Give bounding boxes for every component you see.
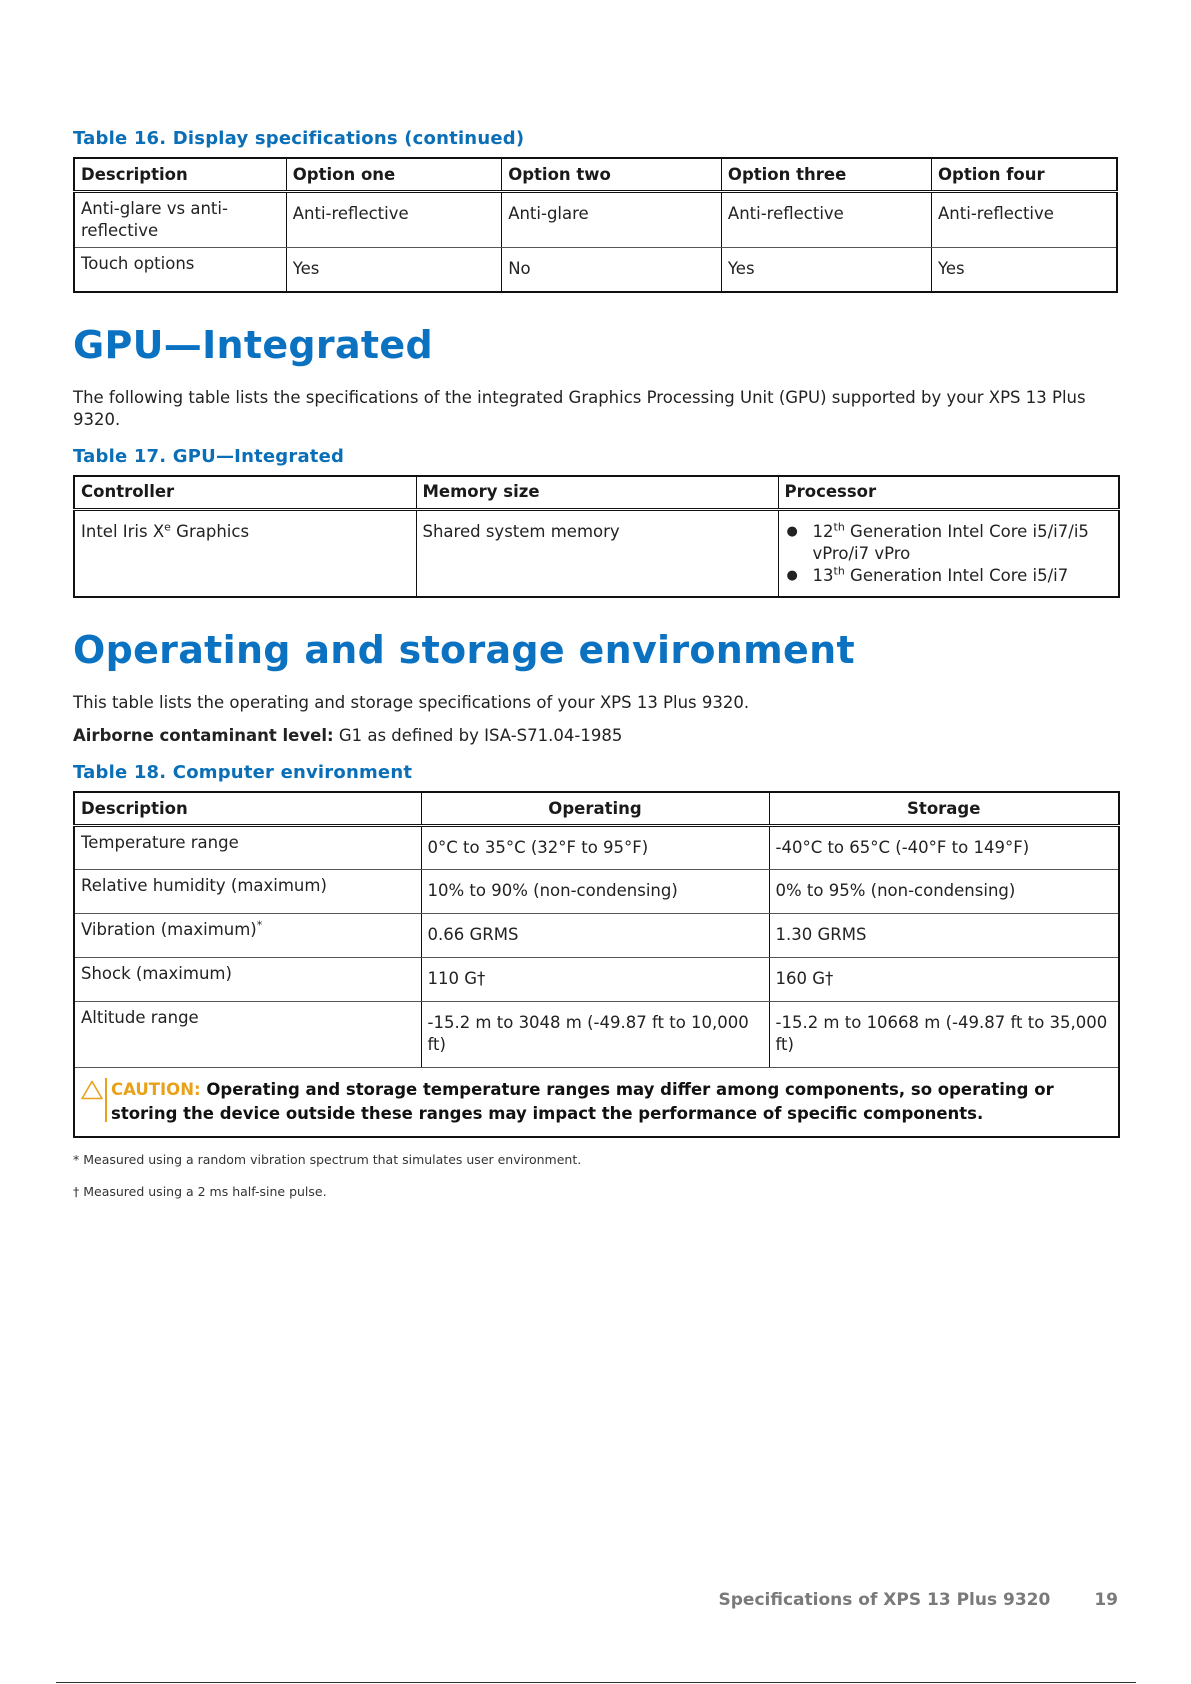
- table-header-row: [74, 792, 1119, 826]
- cell-text: Anti-reflective: [938, 204, 1054, 223]
- table-header: Storage: [769, 792, 1119, 826]
- cell-text: Vibration (maximum): [81, 920, 257, 939]
- table-cell: [421, 826, 769, 870]
- table-row: [74, 509, 1119, 597]
- cell-text: 1.30 GRMS: [775, 925, 867, 944]
- controller-superscript: e: [164, 520, 171, 533]
- table-header: Option four: [932, 158, 1117, 192]
- cell-text: Yes: [727, 259, 755, 278]
- table-cell: Touch options: [74, 248, 286, 292]
- table-cell: Shared system memory: [416, 509, 778, 597]
- table-cell: [421, 870, 769, 914]
- cell-text: Yes: [292, 259, 320, 278]
- page-footer: [73, 1590, 1118, 1610]
- display-spec-table: [73, 157, 1118, 293]
- caution-message: Operating and storage temperature ranges may differ among components, so operating or storing the device outside these ranges may impact the performance of specific components.: [111, 1080, 1054, 1123]
- controller-suffix: Graphics: [170, 521, 250, 541]
- table-header: Description: [74, 792, 421, 826]
- cell-text: Yes: [938, 259, 965, 278]
- table-header: Option one: [286, 158, 501, 192]
- gpu-intro: The following table lists the specifications of the integrated Graphics Processing Unit (GPU) supported by your XPS 13 Plus 9320.: [73, 387, 1086, 429]
- table-cell: [721, 192, 931, 248]
- gpu-section-title: GPU—Integrated: [73, 322, 433, 367]
- list-item: [785, 521, 1113, 565]
- environment-intro: This table lists the operating and storage specifications of your XPS 13 Plus 9320.: [73, 693, 750, 712]
- cell-text: Anti-reflective: [292, 204, 409, 223]
- environment-section-title: Operating and storage environment: [73, 628, 855, 672]
- footnote-shock: † Measured using a 2 ms half-sine pulse.: [73, 1184, 327, 1199]
- processor-text: Generation Intel Core i5/i7/i5 vPro/i7 vPro: [812, 521, 1089, 563]
- page-number: 19: [1094, 1590, 1118, 1610]
- list-item: [785, 565, 1113, 587]
- environment-table: [73, 791, 1120, 1138]
- table16-caption: Table 16. Display specifications (continued): [73, 128, 525, 149]
- table-cell: [421, 958, 769, 1002]
- table-header: Controller: [74, 476, 416, 510]
- cell-text: 0°C to 35°C (32°F to 95°F): [427, 838, 649, 857]
- processor-text: Generation Intel Core i5/i7: [844, 565, 1069, 585]
- processor-gen-suffix: th: [833, 564, 845, 577]
- table-header: Memory size: [416, 476, 778, 510]
- table-cell: [932, 248, 1117, 292]
- controller-name: Intel Iris X: [81, 521, 165, 541]
- processor-gen-suffix: th: [833, 520, 845, 533]
- table-cell: Shock (maximum): [74, 958, 421, 1002]
- table-cell: Anti-glare vs anti-reflective: [74, 192, 286, 248]
- table-row: [74, 1002, 1119, 1068]
- cell-text: -15.2 m to 10668 m (-49.87 ft to 35,000 ft): [775, 1013, 1108, 1054]
- table-cell: [769, 1002, 1119, 1068]
- table-row: [74, 248, 1117, 292]
- gpu-table: [73, 475, 1120, 599]
- table-cell: [769, 870, 1119, 914]
- table-header: Option two: [502, 158, 722, 192]
- table-cell: [721, 248, 931, 292]
- table-header-row: [74, 158, 1117, 192]
- table-header-row: [74, 476, 1119, 510]
- table-cell: [778, 509, 1119, 597]
- table-header: Operating: [421, 792, 769, 826]
- caution-label: CAUTION:: [111, 1080, 201, 1099]
- airborne-line: [73, 725, 1118, 747]
- table-header: Description: [74, 158, 286, 192]
- table-cell: Temperature range: [74, 826, 421, 870]
- airborne-value: G1 as defined by ISA-S71.04-1985: [333, 726, 623, 745]
- cell-text: 0% to 95% (non-condensing): [775, 881, 1016, 900]
- table-cell: [421, 914, 769, 958]
- table17-caption: Table 17. GPU—Integrated: [73, 445, 345, 467]
- table-cell: [502, 248, 722, 292]
- table18-caption: Table 18. Computer environment: [73, 762, 413, 783]
- footer-title: Specifications of XPS 13 Plus 9320: [718, 1590, 1051, 1610]
- caution-text: [111, 1078, 1112, 1126]
- warning-triangle-icon: [81, 1080, 103, 1100]
- table-cell: [286, 248, 501, 292]
- table-cell: [769, 914, 1119, 958]
- processor-gen: 12: [812, 521, 834, 541]
- table-cell: [74, 914, 421, 958]
- table-cell: Altitude range: [74, 1002, 421, 1068]
- airborne-label: Airborne contaminant level:: [73, 726, 334, 745]
- bottom-divider: [56, 1682, 1136, 1683]
- table-row: [74, 192, 1117, 248]
- cell-text: 0.66 GRMS: [427, 925, 519, 944]
- cell-text: 110 G†: [427, 969, 486, 988]
- table-cell: Relative humidity (maximum): [74, 870, 421, 914]
- table-row: [74, 870, 1119, 914]
- table-cell: [502, 192, 722, 248]
- cell-text: -40°C to 65°C (-40°F to 149°F): [775, 838, 1030, 857]
- cell-text: Anti-reflective: [727, 204, 844, 223]
- footnote-marker: *: [256, 918, 263, 932]
- table-cell: [286, 192, 501, 248]
- table-row: [74, 958, 1119, 1002]
- table-cell: [769, 826, 1119, 870]
- caution-note: [74, 1068, 1119, 1138]
- footnote-vibration: * Measured using a random vibration spectrum that simulates user environment.: [73, 1152, 582, 1167]
- cell-text: Anti-glare: [508, 204, 589, 223]
- caution-wrap: [81, 1078, 1112, 1126]
- table-cell: [421, 1002, 769, 1068]
- page-content: [73, 128, 1118, 1199]
- table-cell: [74, 509, 416, 597]
- cell-text: 10% to 90% (non-condensing): [427, 881, 678, 900]
- caution-row: [74, 1068, 1119, 1138]
- caution-icon: [81, 1078, 107, 1122]
- table-row: [74, 826, 1119, 870]
- cell-text: -15.2 m to 3048 m (-49.87 ft to 10,000 ft): [427, 1013, 749, 1054]
- table-row: [74, 914, 1119, 958]
- cell-text: No: [508, 259, 531, 278]
- processor-gen: 13: [812, 565, 834, 585]
- table-header: Processor: [778, 476, 1119, 510]
- table-header: Option three: [721, 158, 931, 192]
- table-cell: [769, 958, 1119, 1002]
- cell-text: 160 G†: [775, 969, 834, 988]
- processor-list: [785, 521, 1113, 587]
- table-cell: [932, 192, 1117, 248]
